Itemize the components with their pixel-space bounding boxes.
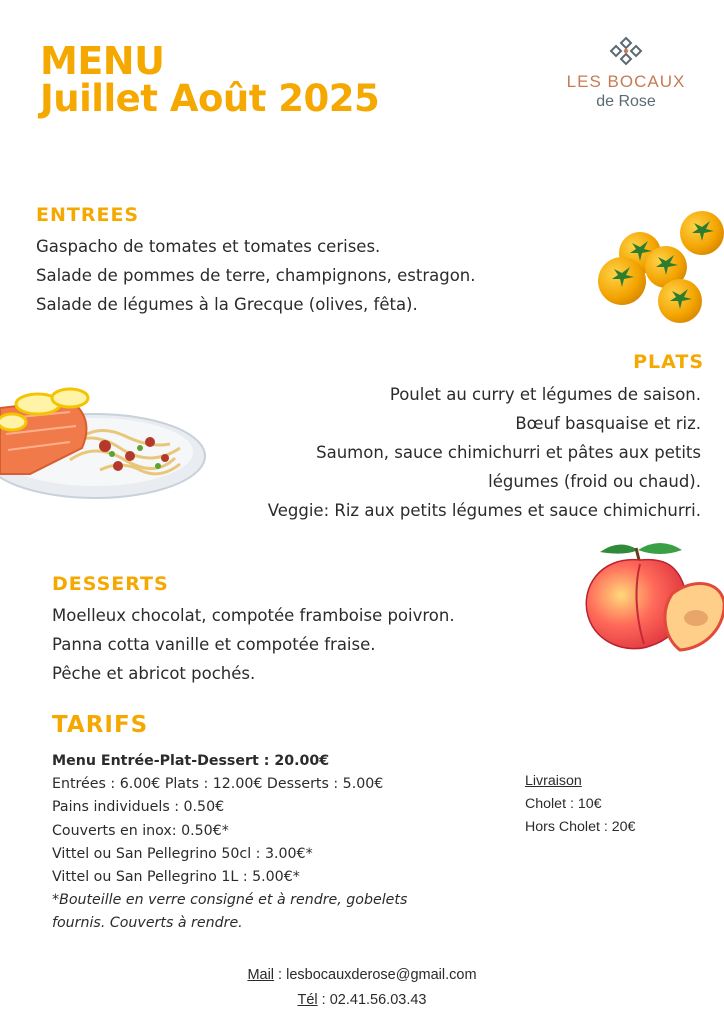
list-item: Salade de pommes de terre, champignons, estragon.: [36, 266, 476, 285]
mail-label: Mail: [247, 967, 275, 983]
price-line: Couverts en inox: 0.50€*: [52, 822, 229, 839]
livraison-heading: Livraison: [525, 773, 582, 789]
menu-formula-price: Menu Entrée-Plat-Dessert : 20.00€: [52, 753, 330, 769]
price-line: Vittel ou San Pellegrino 1L : 5.00€*: [52, 869, 300, 886]
title-line-2: Juillet Août 2025: [40, 77, 380, 120]
price-line: Pains individuels : 0.50€: [52, 799, 225, 816]
list-item: Veggie: Riz aux petits légumes et sauce chimichurri.: [267, 501, 701, 520]
contact-phone: [0, 988, 724, 1013]
tarifs-block: [52, 750, 407, 936]
entrees-heading: ENTREES: [36, 204, 140, 226]
peach-illustration: [580, 538, 724, 656]
list-item: Poulet au curry et légumes de saison.: [389, 385, 701, 404]
cherry-tomatoes-illustration: [590, 205, 724, 327]
list-item: Pêche et abricot pochés.: [52, 664, 256, 683]
list-item: Saumon, sauce chimichurri et pâtes aux petits: [316, 443, 701, 462]
entrees-list: [36, 232, 476, 319]
list-item: Moelleux chocolat, compotée framboise poivron.: [52, 606, 455, 625]
desserts-heading: DESSERTS: [52, 573, 169, 595]
brand-logo: [548, 36, 704, 111]
tel-label: Tél: [297, 992, 318, 1008]
list-item: Bœuf basquaise et riz.: [515, 414, 701, 433]
footnote-line-2: fournis. Couverts à rendre.: [52, 915, 243, 932]
price-line: Entrées : 6.00€ Plats : 12.00€ Desserts : 5.00€: [52, 776, 384, 793]
phone-link[interactable]: : 02.41.56.03.43: [317, 992, 427, 1008]
salmon-pasta-plate-illustration: [0, 378, 210, 502]
list-item: Gaspacho de tomates et tomates cerises.: [36, 237, 381, 256]
delivery-line: Cholet : 10€: [525, 796, 602, 813]
desserts-list: [52, 601, 455, 688]
plats-heading: PLATS: [633, 351, 704, 373]
livraison-block: [525, 770, 635, 840]
price-line: Vittel ou San Pellegrino 50cl : 3.00€*: [52, 845, 313, 862]
mail-link[interactable]: : lesbocauxderose@gmail.com: [274, 967, 477, 983]
footnote-line-1: *Bouteille en verre consigné et à rendre, gobelets: [52, 892, 408, 909]
plats-list: [268, 380, 701, 525]
flower-logo-icon: [609, 36, 643, 66]
delivery-line: Hors Cholet : 20€: [525, 819, 636, 836]
list-item: Salade de légumes à la Grecque (olives, fêta).: [36, 295, 418, 314]
menu-title: [40, 39, 380, 120]
list-item: légumes (froid ou chaud).: [488, 472, 701, 491]
logo-line-2: de Rose: [596, 93, 656, 110]
contact-mail: [0, 963, 724, 988]
title-line-1: MENU: [40, 39, 165, 83]
tarifs-heading: TARIFS: [52, 712, 149, 738]
list-item: Panna cotta vanille et compotée fraise.: [52, 635, 376, 654]
contact-block: [0, 963, 724, 1013]
logo-line-1: LES BOCAUX: [566, 72, 686, 91]
